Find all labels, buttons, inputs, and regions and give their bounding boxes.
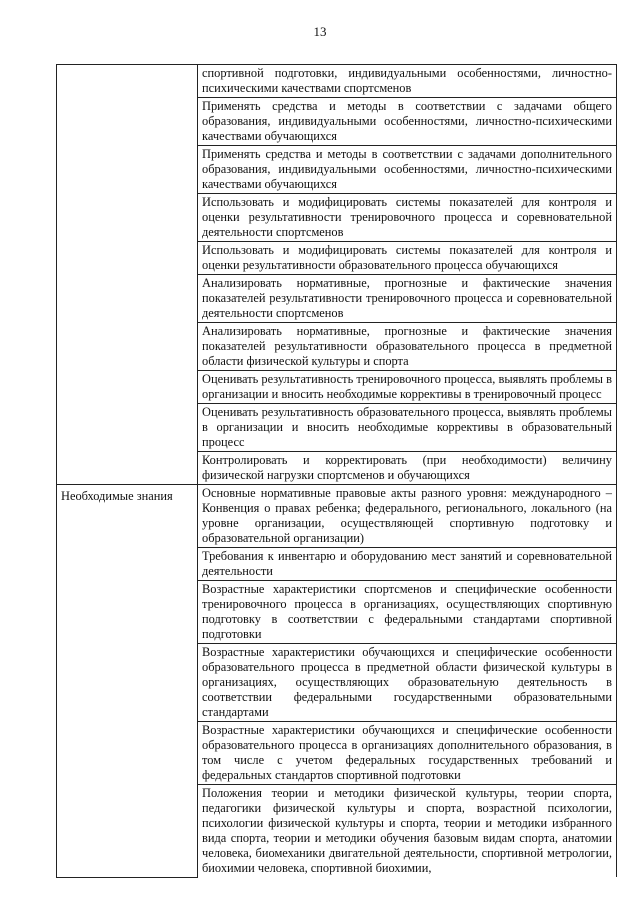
skill-cell: Использовать и модифицировать системы показателей для контроля и оценки результативности образовательного процесса обучающихся xyxy=(198,242,617,275)
skill-cell: Использовать и модифицировать системы показателей для контроля и оценки результативности тренировочного процесса и соревновательной деятельности спортсменов xyxy=(198,194,617,242)
skill-cell: Применять средства и методы в соответствии с задачами общего образования, индивидуальными особенностями, личностно-психическими качествами обучающихся xyxy=(198,98,617,146)
knowledge-cell: Возрастные характеристики спортсменов и специфические особенности тренировочного процесса в организациях, осуществляющих спортивную подготовку в соответствии с федеральными стандартами спортивной подготовки xyxy=(198,581,617,644)
skill-cell: Анализировать нормативные, прогнозные и фактические значения показателей результативности образовательного процесса в предметной области физической культуры и спорта xyxy=(198,323,617,371)
skill-cell: спортивной подготовки, индивидуальными особенностями, личностно-психическими качествами спортсменов xyxy=(198,65,617,98)
knowledge-cell: Требования к инвентарю и оборудованию мест занятий и соревновательной деятельности xyxy=(198,548,617,581)
knowledge-label-cell: Необходимые знания xyxy=(57,485,198,878)
knowledge-cell: Положения теории и методики физической культуры, теории спорта, педагогики физической культуры и спорта, возрастной психологии, психологии физической культуры и спорта, теории и методики избранного вида спорта, теории и методики обучения базовым видам спорта, анатомии человека, биомеханики двигательной деятельности, спортивной метрологии, биохимии человека, спортивной биохимии, xyxy=(198,785,617,878)
knowledge-cell: Основные нормативные правовые акты разного уровня: международного – Конвенция о правах ребенка; федерального, регионального, локального (на уровне организации, осуществляющей спортивную подготовку и образовательной организации) xyxy=(198,485,617,548)
skill-cell: Контролировать и корректировать (при необходимости) величину физической нагрузки спортсменов и обучающихся xyxy=(198,452,617,485)
page-number: 13 xyxy=(313,24,327,39)
competency-table xyxy=(56,64,617,878)
skill-cell: Оценивать результативность образовательного процесса, выявлять проблемы в организации и вносить необходимые коррективы в образовательный процесс xyxy=(198,404,617,452)
skill-cell: Применять средства и методы в соответствии с задачами дополнительного образования, индивидуальными особенностями, личностно-психическими качествами обучающихся xyxy=(198,146,617,194)
knowledge-cell: Возрастные характеристики обучающихся и специфические особенности образовательного процесса в организациях дополнительного образования, в том числе с учетом федеральных государственных требований и федеральных стандартов спортивной подготовки xyxy=(198,722,617,785)
skills-label-cell xyxy=(57,65,198,485)
table-row xyxy=(57,65,617,98)
skill-cell: Оценивать результативность тренировочного процесса, выявлять проблемы в организации и вносить необходимые коррективы в тренировочный процесс xyxy=(198,371,617,404)
skill-cell: Анализировать нормативные, прогнозные и фактические значения показателей результативности тренировочного процесса и соревновательной деятельности спортсменов xyxy=(198,275,617,323)
table-row xyxy=(57,485,617,548)
knowledge-cell: Возрастные характеристики обучающихся и специфические особенности образовательного процесса в предметной области физической культуры в организациях, осуществляющих образовательную деятельность в соответствии федеральными государственными образовательными стандартами xyxy=(198,644,617,722)
